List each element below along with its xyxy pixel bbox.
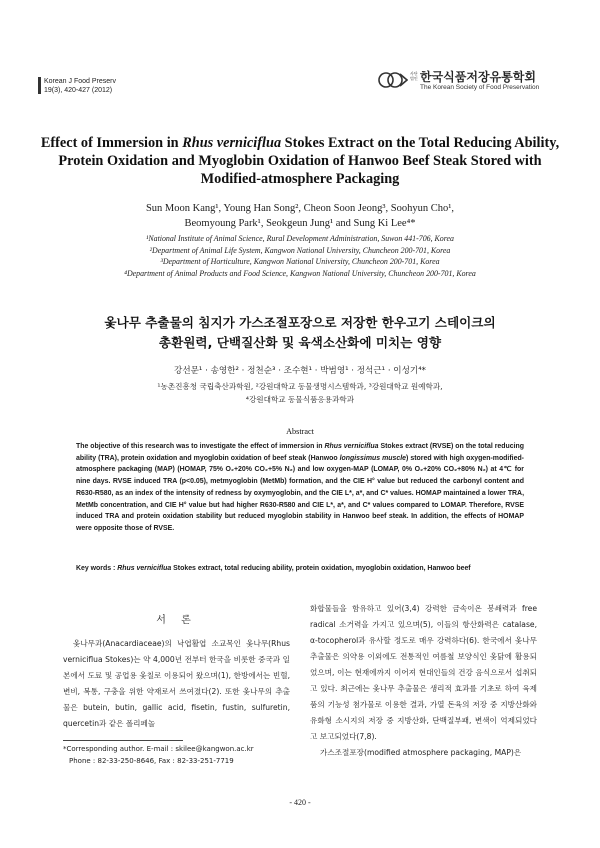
paper-title-english [40, 134, 560, 188]
keywords-species: Rhus verniciflua [117, 565, 172, 572]
affiliation-en-3: ³Department of Horticulture, Kangwon National University, Chuncheon 200-701, Korea [160, 257, 440, 266]
keywords-rest: Stokes extract, total reducing ability, protein oxidation, myoglobin oxidation, Hanwoo beef [171, 565, 471, 572]
title-en-part2: Stokes Extract on the Total Reducing Ability, Protein Oxidation and Myoglobin Oxidation of Hanwoo Beef Steak Stored with Modified-atmosphere Packaging [58, 135, 560, 187]
affiliation-en-2: ²Department of Animal Life System, Kangwon National University, Chuncheon 200-701, Korea [149, 245, 451, 255]
abstract-part2: Stokes extract (RVSE) on the total reducing ability (TRA), protein oxidation and myoglobin oxidation of beef steak (Hanwoo [76, 443, 525, 462]
abstract-body [76, 441, 524, 535]
abstract-muscle: longissimus muscle [339, 454, 407, 462]
footnote-divider [63, 740, 183, 741]
intro-paragraph-1: 옻나무과(Anacardiaceae)의 낙엽활엽 소교목인 옻나무(Rhus verniciflua Stokes)는 약 4,000년 전부터 한국을 비롯한 중국과 일본에서 도료 및 공업용 옻칠로 이용되어 왔으며(1), 한방에서는 빈혈, 변비, 복통, 구충을 위한 약재로서 쓰여졌다(2). 또한 옻나무의 추출물은 butein, butin, gallic acid, fisetin, fustin, sulfuretin, quercetin과 같은 폴리페놀 [63, 639, 290, 728]
intro-paragraph-continued: 화합물들을 함유하고 있어(3,4) 강력한 금속이온 봉쇄력과 free radical 소거력을 가지고 있으며(5), 이들의 항산화력은 catalase, α-tocopherol과 유사할 정도로 매우 강력하다(6). 한국에서 옻나무 추출물은 의약용 이외에도 전통적인 여름철 보양식인 옻닭에 활용되었으며, 이는 현재에까지 이어져 현대인들의 건강 음식으로서 섭취되고 있다. 최근에는 옻나무 추출물은 생리적 효과를 기초로 하여 육제품의 기능성 첨가물로 이용한 결과, 가열 돈육의 저장 중 지방산화와 유화형 소시지의 저장 중 지방산화, 단백질부패, 변색이 억제되었다고 보고되었다(7,8). [310, 604, 537, 741]
abstract-heading: Abstract [286, 427, 314, 436]
title-en-part1: Effect of Immersion in [40, 135, 183, 151]
abstract-part1: The objective of this research was to investigate the effect of immersion in [76, 443, 325, 450]
footnote-phone: Phone : 82-33-250-8646, Fax : 82-33-251-7719 [69, 756, 234, 765]
authors-en-line1: Sun Moon Kang¹, Young Han Song², Cheon Soon Jeong³, Soohyun Cho¹, [145, 203, 455, 214]
abstract-part3: ) stored with high oxygen-modified-atmosphere packaging (MAP) (HOMAP, 75% O₂+20% CO₂+5% N₂) and low oxygen-MAP (LOMAP, 0% O₂+20% CO₂+80% N₂) at 4℃ for nine days. RVSE induced TRA (p<0.05), metmyoglobin (MetMb) formation, and the CIE H° value but reduced the carbonyl content and R630-R580, as an index of the intensity of redness by oxymyoglobin, and the CIE L*, a*, and C* values. HOMAP maintained a lower TRA, MetMb concentration, and CIE H° value but had higher R630-R580 and CIE L*, a*, and C* values compared to LOMAP. Therefore, RVSE induced TRA and protein oxidation stability but reduced myoglobin stability in Hanwoo beef steak. In addition, the effects of HOMAP were opposite those of RVSE. [76, 454, 524, 532]
journal-volume: 19(3), 420-427 (2012) [44, 87, 113, 94]
authors-korean: 강선문¹ · 송영한² · 정천순³ · 조수현¹ · 박범영¹ · 정석근¹ · 이성기⁴* [174, 366, 426, 376]
authors-en-line2: Beomyoung Park¹, Seokgeun Jung¹ and Sung Ki Lee⁴* [184, 218, 416, 229]
affiliations-korean [40, 380, 560, 406]
society-name-korean: 한국식품저장유통학회 [420, 70, 536, 84]
title-kr-line1: 옻나무 추출물의 침지가 가스조절포장으로 저장한 한우고기 스테이크의 [104, 315, 496, 330]
keywords [76, 563, 524, 575]
title-kr-line2: 총환원력, 단백질산화 및 육색소산화에 미치는 영향 [158, 335, 442, 350]
society-logo-icon [378, 70, 408, 90]
header-bar [38, 77, 41, 94]
footnote-email: *Corresponding author. E-mail : skilee@kangwon.ac.kr [63, 745, 254, 753]
affiliation-kr-line2: ⁴강원대학교 동물식품응용과학과 [245, 395, 355, 404]
affiliation-kr-line1: ¹농촌진흥청 국립축산과학원, ²강원대학교 동물생명시스템학과, ³강원대학교 원예학과, [157, 382, 443, 391]
body-column-left [63, 636, 290, 732]
abstract-species: Rhus verniciflua [324, 443, 379, 450]
intro-paragraph-2: 가스조절포장(modified atmosphere packaging, MAP)은 [320, 748, 522, 757]
affiliations-english [40, 233, 560, 279]
corresponding-author-footnote [63, 744, 303, 767]
body-column-right [310, 601, 537, 761]
page-number: - 420 - [289, 798, 311, 807]
affiliation-en-4: ⁴Department of Animal Products and Food Science, Kangwon National University, Chuncheon 200-701, Korea [124, 268, 476, 278]
journal-name: Korean J Food Preserv [44, 78, 116, 85]
authors-english [40, 201, 560, 231]
affiliation-en-1: ¹National Institute of Animal Science, Rural Development Administration, Suwon 441-706, Korea [146, 234, 454, 243]
journal-citation [44, 77, 116, 95]
society-name-english: The Korean Society of Food Preservation [420, 84, 540, 91]
society-tag: 사단 법인 [410, 71, 418, 81]
paper-title-korean [40, 313, 560, 353]
title-en-species: Rhus verniciflua [182, 135, 282, 151]
section-heading-introduction: 서 론 [156, 615, 197, 626]
society-logo-block [378, 68, 578, 96]
keywords-label: Key words : [76, 565, 118, 572]
